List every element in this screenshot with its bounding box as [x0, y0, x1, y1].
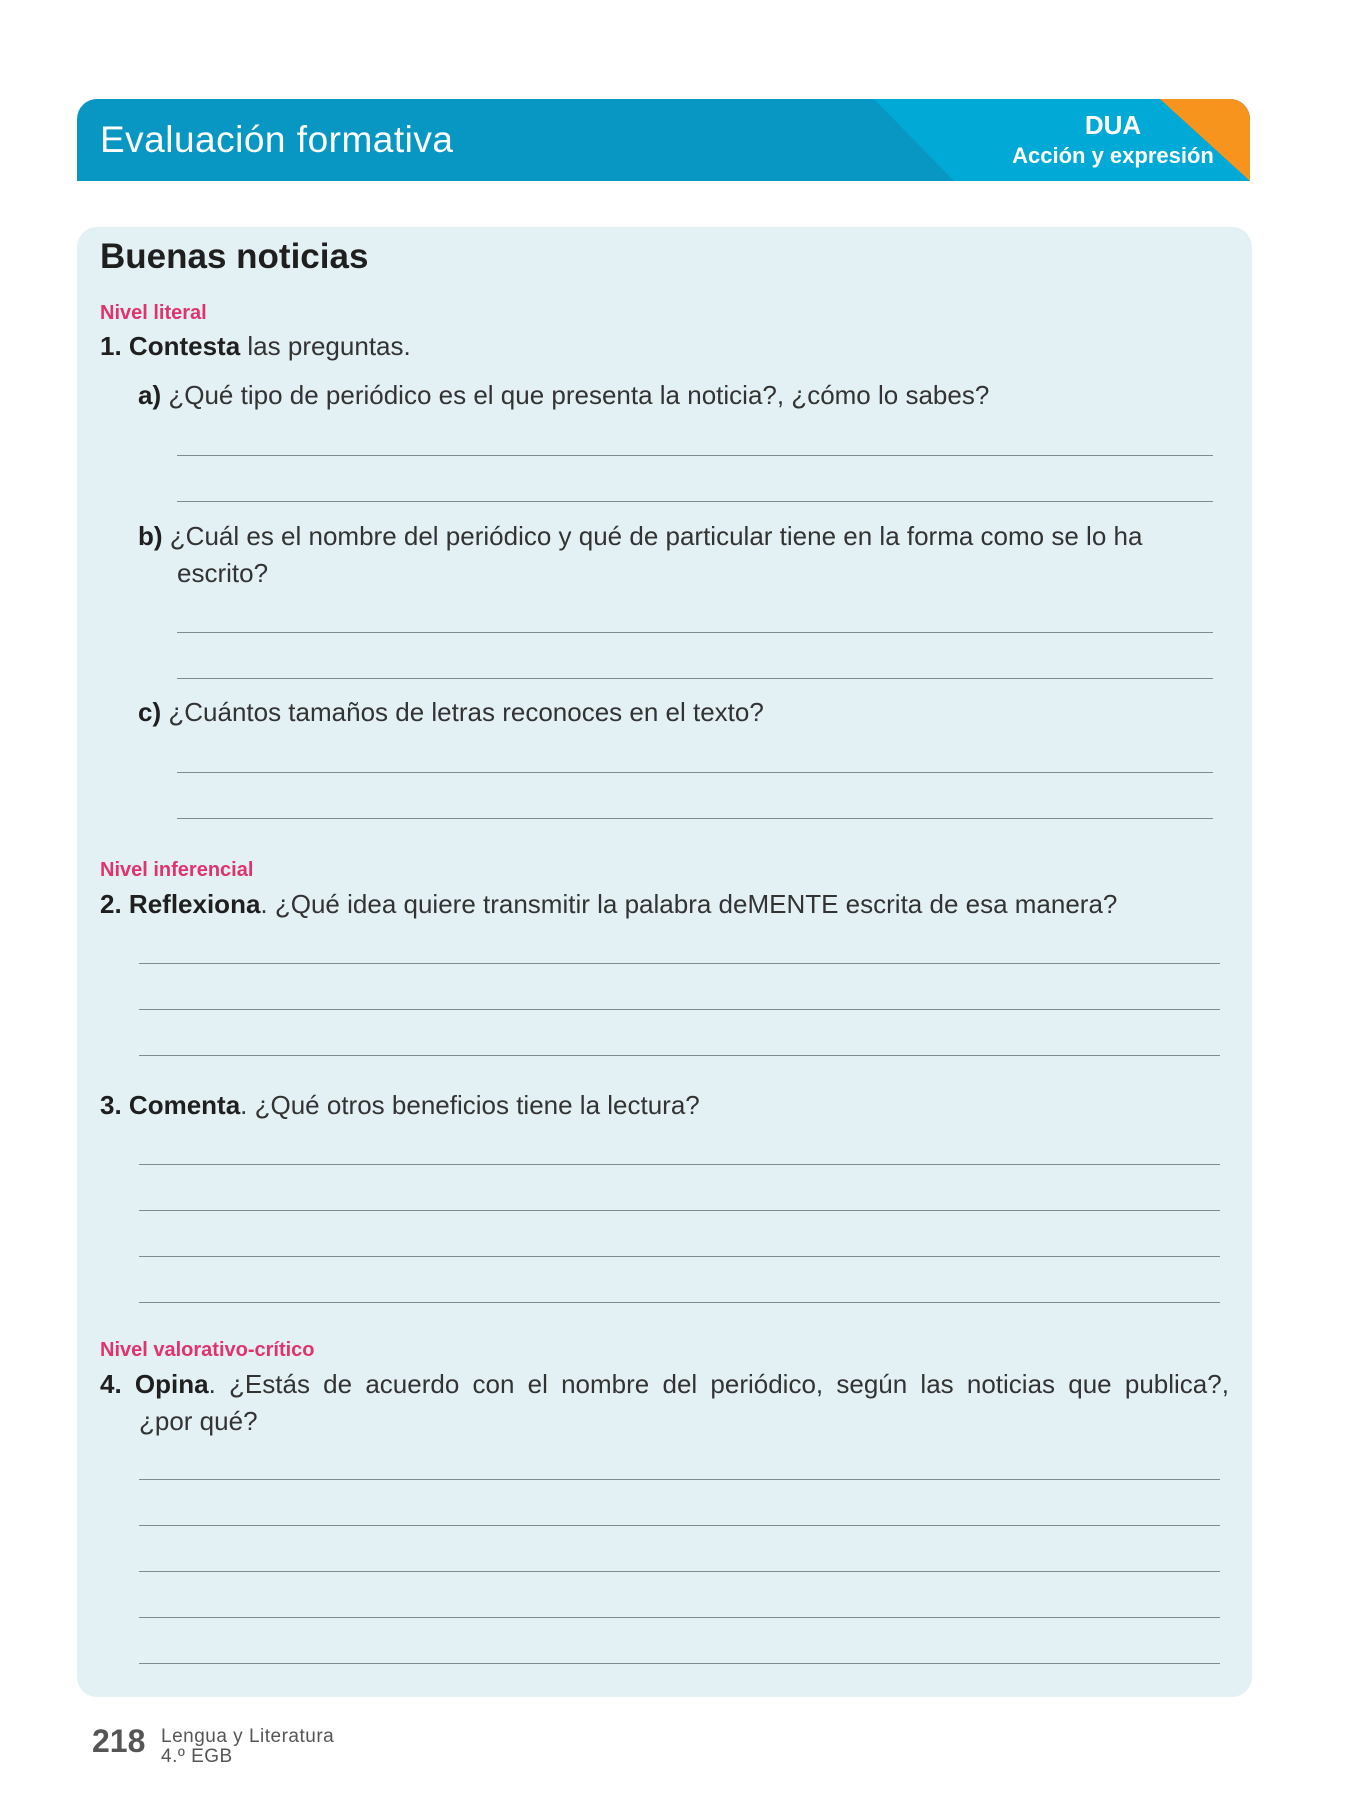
- answer-line[interactable]: [139, 1009, 1220, 1010]
- level-inferencial-label: Nivel inferencial: [100, 859, 254, 881]
- question-verb: Opina: [134, 1369, 209, 1399]
- question-verb: Comenta: [128, 1090, 241, 1120]
- question-number: 2.: [100, 889, 122, 919]
- subquestion-c: [138, 694, 764, 730]
- question-text: . ¿Estás de acuerdo con el nombre del periódico, según las noticias que publica?,: [208, 1369, 1229, 1399]
- question-1: [100, 328, 411, 364]
- subquestion-letter: a): [138, 380, 162, 410]
- dua-subtitle: Acción y expresión: [1012, 143, 1214, 168]
- subquestion-text: ¿Cuántos tamaños de letras reconoces en el texto?: [168, 697, 764, 727]
- answer-line[interactable]: [177, 678, 1213, 679]
- answer-line[interactable]: [139, 1055, 1220, 1056]
- answer-line[interactable]: [139, 1525, 1220, 1526]
- question-2: [100, 886, 1117, 922]
- answer-line[interactable]: [139, 1210, 1220, 1211]
- question-verb: Reflexiona: [128, 889, 261, 919]
- header-banner: [77, 99, 1250, 181]
- subquestion-letter: c): [138, 697, 162, 727]
- answer-line[interactable]: [139, 963, 1220, 964]
- question-text: las preguntas.: [240, 331, 411, 361]
- page-number: 218: [92, 1723, 146, 1759]
- answer-line[interactable]: [139, 1302, 1220, 1303]
- answer-line[interactable]: [139, 1479, 1220, 1480]
- activity-panel: [77, 227, 1252, 1697]
- question-number: 3.: [100, 1090, 122, 1120]
- footer-grade: 4.º EGB: [161, 1746, 233, 1767]
- answer-line[interactable]: [177, 772, 1213, 773]
- subquestion-text: ¿Qué tipo de periódico es el que presenta la noticia?, ¿cómo lo sabes?: [168, 380, 990, 410]
- dua-label: DUA: [1084, 110, 1142, 140]
- answer-line[interactable]: [139, 1571, 1220, 1572]
- answer-line[interactable]: [139, 1617, 1220, 1618]
- question-text: . ¿Qué idea quiere transmitir la palabra deMENTE escrita de esa manera?: [260, 889, 1118, 919]
- answer-line[interactable]: [139, 1663, 1220, 1664]
- subquestion-text: ¿Cuál es el nombre del periódico y qué de particular tiene en la forma como se lo ha: [169, 521, 1143, 551]
- level-valorativo-label: Nivel valorativo-crítico: [100, 1339, 315, 1361]
- subquestion-letter: b): [138, 521, 163, 551]
- subquestion-b-continuation: escrito?: [177, 558, 269, 588]
- section-title: Buenas noticias: [100, 237, 369, 276]
- answer-line[interactable]: [177, 501, 1213, 502]
- answer-line[interactable]: [177, 632, 1213, 633]
- question-verb: Contesta: [128, 331, 241, 361]
- footer-subject: Lengua y Literatura: [161, 1726, 335, 1747]
- question-number: 1.: [100, 331, 122, 361]
- question-number: 4.: [100, 1369, 122, 1399]
- question-3: [100, 1087, 700, 1123]
- subquestion-b: [138, 518, 1142, 554]
- answer-line[interactable]: [177, 818, 1213, 819]
- subquestion-a: [138, 377, 989, 413]
- answer-line[interactable]: [177, 455, 1213, 456]
- question-4-continuation: ¿por qué?: [139, 1406, 258, 1436]
- question-text: . ¿Qué otros beneficios tiene la lectura?: [240, 1090, 700, 1120]
- answer-line[interactable]: [139, 1164, 1220, 1165]
- page-title: Evaluación formativa: [100, 119, 454, 160]
- level-literal-label: Nivel literal: [100, 302, 207, 324]
- question-4: [100, 1366, 1240, 1402]
- answer-line[interactable]: [139, 1256, 1220, 1257]
